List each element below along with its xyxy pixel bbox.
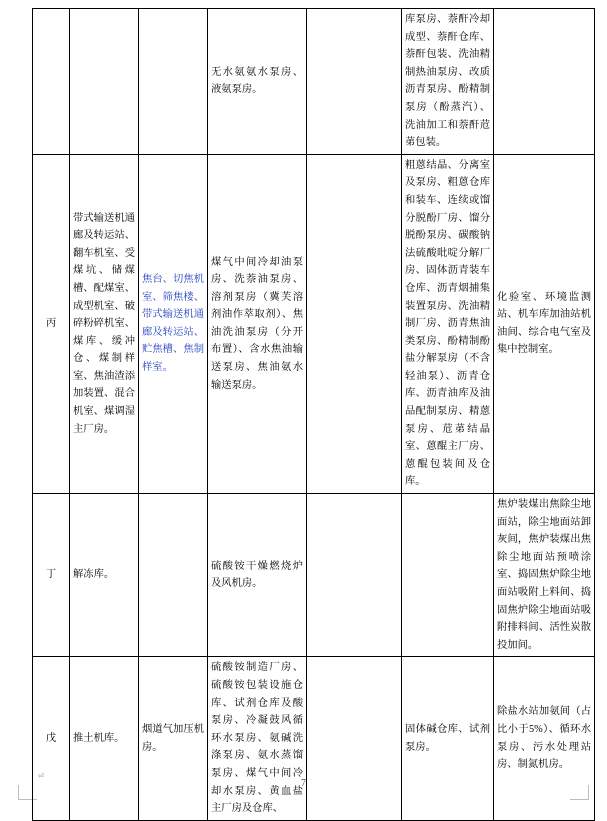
cell-jingzhi: 粗蒽结晶、分离室及泵房、粗蒽仓库和装车、连续或馏分脱酚厂房、馏分脱酚泵房、碳酸钠法硫酸吡啶分解厂房、固体沥青装车仓库、沥青烟捕集装置泵房、洗油精制厂房、沥青焦油类泵房、酚精制酚盐分解泵房（不含轻油泵）、沥青仓库、沥青油库及油品配制泵房、精蒽泵房、苊苐结晶室、蒽醌主厂房、蒽醌包装间及仓库。: [402, 154, 494, 493]
cell-lengning: 无水氨氨水泵房、液氨泵房。: [208, 9, 307, 155]
page-number: 7: [301, 778, 306, 789]
cell-tuoliu: [307, 9, 402, 155]
cell-jiaolu: 焦台、切焦机室、筛焦楼、带式输送机通廊及转运站、贮焦槽、焦制样室。: [139, 154, 208, 493]
cell-category: [33, 9, 70, 155]
table-row: [33, 9, 595, 155]
cell-fuzhu: [494, 9, 595, 155]
cell-beimei: 推土机库。: [70, 657, 139, 820]
table-row: [33, 154, 595, 493]
cell-category: 戊: [33, 657, 70, 820]
table-row: [33, 657, 595, 820]
cell-fuzhu: 化验室、环境监测站、机车库加油站机油间、综合电气室及集中控制室。: [494, 154, 595, 493]
cell-jiaolu: [139, 494, 208, 657]
cell-jingzhi: 固体碱仓库、试剂泵房。: [402, 657, 494, 820]
cell-jingzhi: [402, 494, 494, 657]
table-row: [33, 494, 595, 657]
cell-fuzhu: 除盐水站加氨间（占比小于5%）、循环水泵房、污水处理站房、制氮机房。: [494, 657, 595, 820]
cell-tuoliu: [307, 154, 402, 493]
cell-beimei: [70, 9, 139, 155]
cell-tuoliu: [307, 494, 402, 657]
paragraph-mark: ⏎: [38, 772, 44, 780]
cell-category: 丙: [33, 154, 70, 493]
cell-category: 丁: [33, 494, 70, 657]
cell-fuzhu: 焦炉装煤出焦除尘地面站，除尘地面站卸灰间，焦炉装煤出焦除尘地面站预喷涂室、捣固焦炉除尘地面站吸附上料间、捣固焦炉除尘地面站吸附排料间、活性炭散投加间。: [494, 494, 595, 657]
cell-jiaolu: 烟道气加压机房。: [139, 657, 208, 820]
cell-beimei: 解冻库。: [70, 494, 139, 657]
cell-beimei: 带式输送机通廊及转运站、翻车机室、受煤坑、储煤槽、配煤室、成型机室、破碎粉碎机室、煤库、缓冲仓、煤制样室、焦油渣添加装置、混合机室、煤调湿主厂房。: [70, 154, 139, 493]
cell-lengning: 硫酸铵干燥燃烧炉及风机房。: [208, 494, 307, 657]
cell-jingzhi: 库泵房、萘酐冷却成型、萘酐仓库、萘酐包装、洗油精制热油泵房、改质沥青泵房、酚精制泵房（酚蒸汽）、洗油加工和萘酐苊苐包装。: [402, 9, 494, 155]
cell-jiaolu: [139, 9, 208, 155]
fire-hazard-classification-table: [32, 8, 595, 821]
cell-tuoliu: [307, 657, 402, 820]
cell-lengning: 煤气中间冷却油泵房、洗萘油泵房、溶剂泵房（冀芙溶剂油作萃取剂）、焦油洗油泵房（分开布置）、含水焦油输送泵房、焦油氨水输送泵房。: [208, 154, 307, 493]
cell-lengning: 硫酸铵制造厂房、硫酸铵包装设施仓库、试剂仓库及酸泵房、冷凝鼓风循环水泵房、氨碱洗涤泵房、氨水蒸馏泵房、煤气中间冷却水泵房、黄血盐主厂房及仓库、: [208, 657, 307, 820]
